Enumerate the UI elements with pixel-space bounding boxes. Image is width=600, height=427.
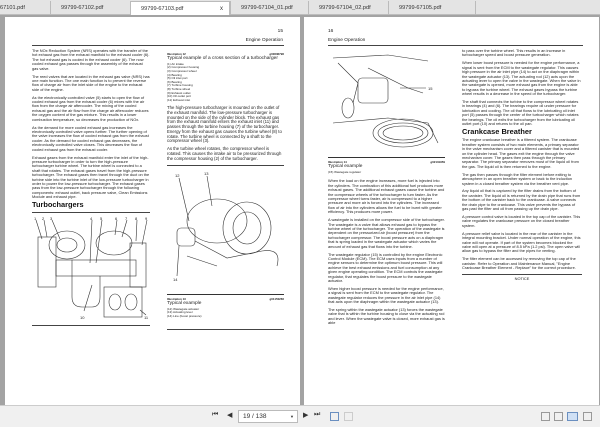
divider	[32, 212, 150, 213]
paragraph: When the load on the engine increases, more fuel is injected into the cylinders. The combustion of this additional fuel produces more exhaust gases. The additional exhaust gases cause the turbine and the compressor wheels of the turbocharger to turn faster. As the compressor wheel turns faster, air is compressed to a higher pressure and more air is forced into the cylinders. The increased flow of air into the cylinders allows the fuel to be burnt with greater efficiency. This produces more power.	[328, 178, 445, 215]
paragraph: The spring within the wastegate actuator (13) forces the wastegate valve that is within the turbine housing to close via the actuating rod and lever. When the wastegate valve is closed, more exhaust gas is able	[328, 306, 445, 326]
tab-67104-01[interactable]	[230, 1, 308, 15]
previous-page-button[interactable]: ◀	[227, 412, 233, 419]
left-column	[328, 53, 445, 329]
two-page-view-icon[interactable]	[567, 412, 578, 421]
callout: 13	[204, 171, 209, 177]
paragraph: As the demand for more cooled exhaust gas increases the electronically controlled valve opens further. The further opening of the valve increases the flow of cooled exhaust gas from the exhaust cooler. As the demand for cooled exhaust gas decreases, the electronically controlled valve closes. This decreases the flow of cooled exhaust gas from the exhaust cooler.	[32, 124, 149, 152]
turbocharger-cross-section-figure	[32, 215, 150, 323]
page-16	[304, 17, 599, 405]
figure-caption: Typical example	[328, 164, 363, 170]
page-number-input[interactable]	[238, 410, 298, 423]
callout: 10	[80, 314, 85, 320]
tab-label: 67101.pdf	[0, 5, 25, 11]
tab-label: 99799-67105.pdf	[399, 5, 442, 11]
wastegate-actuator-figure	[167, 166, 284, 284]
divider	[32, 325, 150, 326]
heading-crankcase-breather: Crankcase Breather	[462, 127, 532, 136]
tab-label: 99799-67103.pdf	[141, 6, 184, 12]
page-number: 15	[277, 29, 283, 34]
paragraph: The high-pressure turbocharger is mounted on the outlet of the exhaust manifold. The low-pressure turbocharger is mounted on the side of the cylinder block. The exhaust gas from the exhaust manifold enters the exhaust inlet (11) and passes through the turbine housing (7) of the turbocharger. Energy from the exhaust gas causes the turbine wheel (8) to rotate. The turbine wheel is connected by a shaft to the compressor wheel (3).	[167, 105, 282, 144]
callout: 14	[173, 277, 178, 283]
tab-67102[interactable]	[50, 1, 130, 15]
paragraph: The filter element can be accessed by removing the top cap of the canister. Refer to Operation and Maintenance Manual, "Engine Crankcase Breather Element - Replace" for the correct procedure.	[462, 256, 576, 271]
tab-67103[interactable]	[130, 1, 230, 16]
paragraph: A pressure control valve is located in the top cap of the canister. This valve regulates the crankcase pressure on the closed breather system.	[462, 214, 581, 228]
paragraph: When higher boost pressure is needed for the engine performance, a signal is sent from the ECM to the wastegate regulator. The wastegate regulator reduces the pressure in the air inlet pipe (14) that acts upon the diaphragm within the wastegate actuator (13).	[328, 285, 444, 305]
paragraph: When lower boost pressure is needed for the engine performance, a signal is sent from the ECM to the wastegate regulator. This causes high pressure in the air inlet pipe (14) to act on the diaphragm within the wastegate actuator (13). The actuating rod (12) acts upon the actuating lever to open the valve in the wastegate. When the valve in the wastegate is opened, more exhaust gas from the engine is able to bypass the turbine wheel. The exhaust gases bypass the turbine wheel results in a decrease in the speed of the turbocharger.	[462, 60, 581, 97]
legend-list: (1) Air intake (2) Compressor housing (3) Compressor wheel (4) Bearing (5) Oil inlet port (6) Bearing (7) Turbine housing (8) Turbine wheel (9) Exhaust outlet (10) Oil outlet port (11) Exhaust inlet	[167, 61, 200, 102]
continuous-view-icon[interactable]	[554, 412, 563, 421]
paragraph: The wastegate regulator (15) is controlled by the engine Electronic Control Module (ECM). The ECM uses inputs from a number of engine sensors to determine the optimum boost pressure. This will achieve the best exhaust emissions and fuel consumption at any given engine operating condition. The ECM controls the wastegate regulator, that regulates the boost pressure to the wastegate actuator.	[328, 251, 443, 283]
legend-list: (15) Wastegate regulator	[328, 169, 362, 174]
wastegate-regulator-figure	[328, 53, 445, 153]
copy-icon[interactable]	[330, 412, 339, 421]
callout: 2	[42, 215, 45, 221]
tab-label: 99799-67104_02.pdf	[319, 5, 371, 11]
callout: 12	[175, 173, 180, 179]
page-number: 16	[328, 29, 334, 34]
paste-icon[interactable]	[344, 412, 353, 421]
callout: 11	[144, 314, 149, 320]
divider	[462, 274, 582, 275]
paragraph: A pressure relief valve is located in the rear of the canister in the integral mounting bracket. Under normal operation of the engine, this valve will not operate. If part of the system becomes blocked the valve will open at a pressure of 8.5 kPa (1.2 psi). The open valve will allow gas to bypass the filter and the pipes for venting.	[462, 230, 581, 254]
callout: 6	[115, 215, 118, 221]
page-display: 19 / 138	[243, 413, 267, 420]
paragraph: The gas then passes through the filter element before exiting to atmosphere in an open breather system or back to the induction system in a closed breather system via the breather vent pipe.	[462, 171, 573, 186]
illustration-14-label: Illustration 14 g02131959	[328, 157, 445, 164]
paragraph: As the electronically controlled valve (5) starts to open the flow of cooled exhaust gas from the exhaust cooler (6) mixes with the air flow from the charge air aftercooler. The mixing of the cooled exhaust gas and the air flow from the charge air aftercooler reduces the oxygen content of the gas mixture. This results in a lower combustion temperature, so decreases the production of NOx.	[32, 94, 149, 122]
section-title: Engine Operation	[245, 38, 283, 43]
callout: 8	[135, 215, 138, 221]
callout: 4	[90, 215, 93, 221]
right-column	[462, 49, 582, 281]
tab-label: 99799-67104_01.pdf	[241, 5, 293, 11]
paragraph: Exhaust gases from the exhaust manifold enter the inlet of the high-pressure turbocharger in order to turn the high-pressure turbocharger turbine wheel. The turbine wheel is connected to a shaft that rotates. The exhaust gases travel from the high-pressure turbocharger. The exhaust gases then travel through the duct on the turbine side into the turbine inlet of the low-pressure turbocharger in order to power the low-pressure turbocharger. The exhaust gases pass from the low-pressure turbocharger through the following components: exhaust outlet, back pressure valve, Clean Emissions Module and exhaust pipe.	[32, 154, 150, 200]
last-page-button[interactable]: ⏭	[314, 411, 321, 418]
two-page-continuous-view-icon[interactable]	[583, 412, 592, 421]
callout: 15	[428, 86, 433, 91]
chevron-down-icon[interactable]: ▼	[290, 414, 294, 419]
tab-67104-02[interactable]	[308, 1, 388, 15]
paragraph: to pass over the turbine wheel. This results in an increase in turbocharger speed and boost pressure generation.	[462, 48, 566, 58]
callout: 1	[34, 215, 37, 221]
heading-turbochargers: Turbochargers	[32, 200, 84, 210]
divider	[328, 45, 583, 46]
tab-label: 99799-67102.pdf	[61, 5, 104, 11]
notice-label: NOTICE	[514, 275, 530, 281]
tab-67105[interactable]	[388, 1, 476, 15]
paragraph: Any liquid oil that is captured by the filter drains from the bottom of the canister. The liquid oil is returned by the drain pipe that runs from the bottom of the canister back to the crankcase. A valve connects the drain pipe to the crankcase. This valve prevents the bypass of gas past the filter and oil from passing up the drain pipe.	[462, 188, 581, 212]
next-page-button[interactable]: ▶	[303, 412, 309, 419]
callout: 7	[125, 215, 128, 221]
paragraph: A wastegate is installed on the compressor side of the turbocharger. The wastegate is a valve that allows exhaust gas to bypass the turbine wheel of the turbocharger. The operation of the wastegate is dependent on the pressurized air (boost pressure) from the turbocharger compressor. The boost pressure acts on a diaphragm that is spring loaded in the wastegate actuator which varies the amount of exhaust gas that flows into the turbine.	[328, 217, 445, 249]
illustration-12-label: Illustration 12 g00636796	[167, 52, 284, 56]
bottom-toolbar	[0, 405, 600, 427]
paragraph: The engine crankcase breather is a filtered system. The crankcase breather system consists of two main elements, a primary separator in the valve mechanism cover and a filtered canister that is mounted on the cylinder head. The gases exit the engine through the valve mechanism cover. The gases then pass through the primary separator. The primary separator removes most of the liquid oil from the gas. The liquid oil is then returned to the engine.	[462, 137, 580, 169]
paragraph: As the turbine wheel rotates, the compressor wheel is rotated. This causes the intake air to be pressurized through the compressor housing (2) of the turbocharger.	[167, 146, 282, 161]
paragraph: The NOx Reduction System (NRS) operates with the transfer of the hot exhaust gas from the exhaust manifold to the exhaust cooler (6). The hot exhaust gas is cooled in the exhaust cooler (6). The now cooled exhaust gas passes through the assembly of the exhaust gas valve.	[32, 48, 150, 71]
illustration-13-label: Illustration 13 g01150266	[167, 294, 284, 301]
divider	[167, 329, 284, 330]
callout: 5	[100, 215, 103, 221]
divider	[32, 45, 284, 46]
paragraph: The reed valves that are located in the exhaust gas valve (NRS) has one main function. The one main function is to prevent the reverse flow of charge air from the inlet side of the engine to the exhaust side of the engine.	[32, 73, 150, 92]
tab-bar	[0, 0, 600, 15]
page-15	[5, 17, 300, 405]
right-column	[167, 50, 284, 330]
legend-list: (12) Wastegate actuator (13) Actuating lever (14) Line (boost pressure)	[167, 306, 202, 319]
first-page-button[interactable]: ⏮	[212, 411, 219, 418]
left-column	[32, 49, 150, 326]
callout: 3	[50, 215, 53, 221]
figure-caption: Typical example of a cross section of a turbocharger	[167, 56, 278, 62]
document-viewer[interactable]	[0, 15, 600, 405]
single-page-view-icon[interactable]	[541, 412, 550, 421]
paragraph: The shaft that connects the turbine to the compressor wheel rotates in bearings (4) and (6). The bearings require oil under pressure for lubrication and cooling. The oil that flows to the lubricating oil inlet port (5) passes through the center of the turbocharger which rotates the bearings. The oil exits the turbocharger from the lubricating oil outlet port (10) and returns to the oil pan.	[462, 99, 579, 127]
close-tab-icon[interactable]: x	[220, 6, 223, 12]
section-title: Engine Operation	[328, 38, 366, 43]
tab-67101[interactable]	[0, 1, 50, 15]
callout: 9	[145, 215, 148, 221]
figure-caption: Typical example	[167, 301, 202, 307]
